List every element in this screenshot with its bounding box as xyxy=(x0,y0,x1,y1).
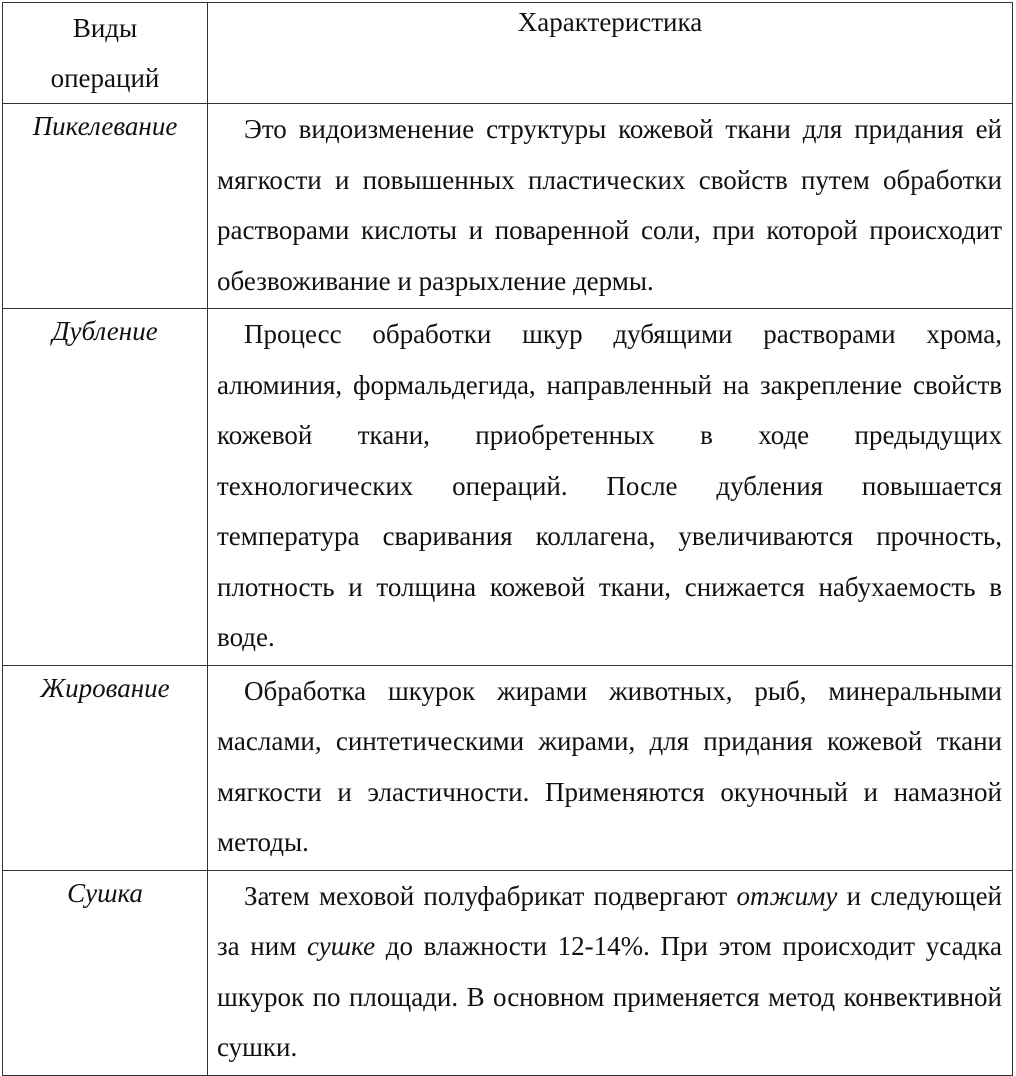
header-description-label: Характеристика xyxy=(517,7,703,37)
description-part: и следующей за ним xyxy=(217,880,1002,961)
description-part: Затем меховой полуфабрикат подвергают xyxy=(244,880,737,911)
operation-name: Сушка xyxy=(3,870,208,1075)
description-part: до влажности 12-14%. При этом происходит усадка шкурок по площади. В основном применяется метод конвективной сушки. xyxy=(217,931,1002,1062)
description-text: Обработка шкурок жирами животных, рыб, минеральными маслами, синтетическими жирами, для придания кожевой ткани мягкости и эластичности. Применяются окуночный и намазной методы. xyxy=(217,675,1002,857)
operation-description xyxy=(208,665,1013,870)
description-text: Процесс обработки шкур дубящими растворами хрома, алюминия, формальдегида, направленный на закрепление свойств кожевой ткани, приобретенных в ходе предыдущих технологических операций. После дубления повышается температура сваривания коллагена, увеличиваются прочность, плотность и толщина кожевой ткани, снижается набухаемость в воде. xyxy=(217,319,1002,652)
operation-name: Жирование xyxy=(3,665,208,870)
header-operation-line1: Виды xyxy=(72,13,138,43)
description-text: Это видоизменение структуры кожевой ткани для придания ей мягкости и повышенных пластических свойств путем обработки растворами кислоты и поваренной соли, при которой происходит обезвоживание и разрыхление дермы. xyxy=(217,114,1002,296)
table-row xyxy=(3,104,1013,309)
emphasis-term: сушке xyxy=(306,931,376,961)
table-row xyxy=(3,309,1013,666)
emphasis-term: отжиму xyxy=(736,880,838,911)
header-description xyxy=(208,3,1013,104)
table-row xyxy=(3,665,1013,870)
header-operation-line2: операций xyxy=(50,63,160,93)
operation-description xyxy=(208,104,1013,309)
header-operation-types xyxy=(3,3,208,104)
description-text xyxy=(217,871,1002,1073)
operation-name: Дубление xyxy=(3,309,208,666)
operations-table xyxy=(2,2,1013,1076)
table-row xyxy=(3,870,1013,1075)
operation-name: Пикелевание xyxy=(3,104,208,309)
operation-description xyxy=(208,870,1013,1075)
operation-description xyxy=(208,309,1013,666)
header-row xyxy=(3,3,1013,104)
